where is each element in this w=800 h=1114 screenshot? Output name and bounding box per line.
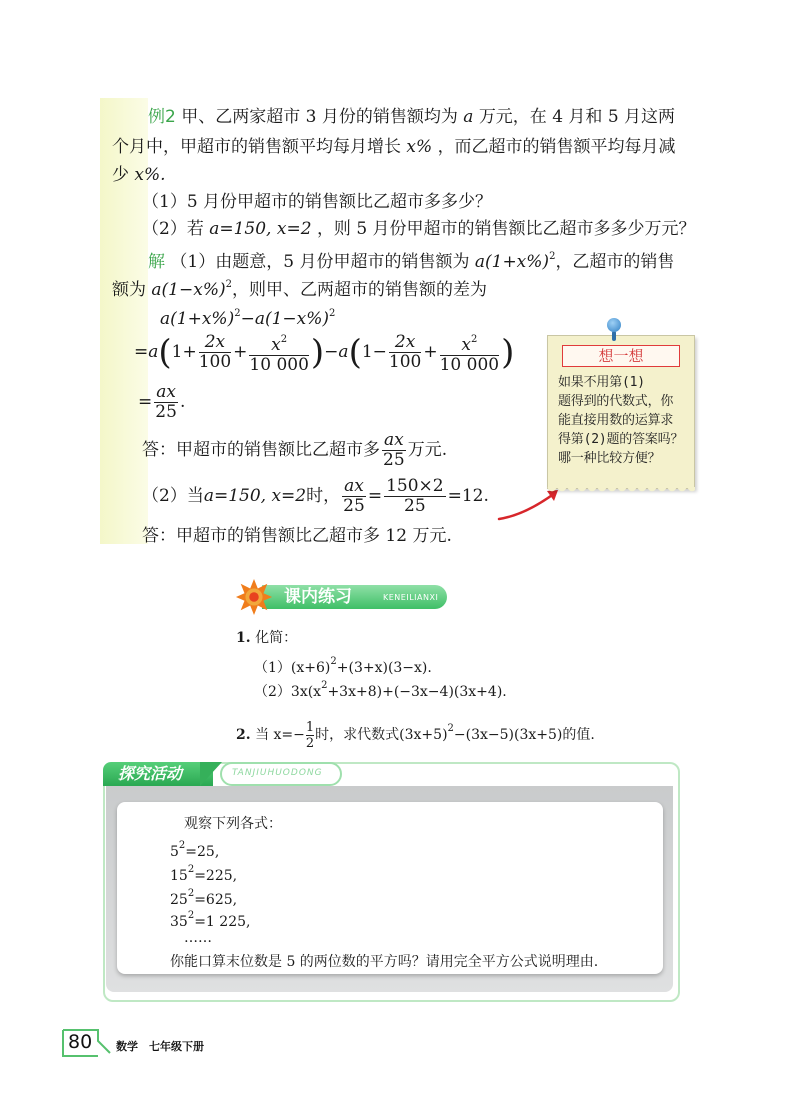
practice-q1 xyxy=(236,628,297,648)
solution-expr-1: a(1+x%) xyxy=(474,252,550,272)
practice-q2-end: −(3x−5)(3x+5)的值. xyxy=(453,727,595,743)
plus-sign: + xyxy=(233,342,248,362)
equation-line-3 xyxy=(138,382,185,422)
eq2-prefix: =a xyxy=(134,342,159,362)
base: 35 xyxy=(170,914,188,930)
solution-text-1-end: ，乙超市的销售 xyxy=(555,252,675,272)
practice-q2-pre: 当 x=− xyxy=(255,727,305,743)
solution-label: 解 xyxy=(148,252,165,272)
starburst-icon xyxy=(235,578,273,616)
solution-line-1 xyxy=(148,245,674,274)
practice-q2-num: 2. xyxy=(236,727,251,743)
paren-open: ( xyxy=(348,332,362,373)
answer-1 xyxy=(142,430,447,470)
question-2 xyxy=(142,217,696,241)
practice-q2 xyxy=(236,712,595,752)
sup-2: 2 xyxy=(470,334,478,345)
minus-a: −a xyxy=(324,342,349,362)
result: =1 225, xyxy=(194,914,251,930)
frac-den: 10 000 xyxy=(439,355,500,375)
frac-num xyxy=(249,330,308,356)
practice-q1a-text: （1）(x+6) xyxy=(254,660,331,676)
pushpin-icon xyxy=(607,318,621,332)
practice-q1b-text: （2）3x(x xyxy=(254,684,322,700)
example-text-2: 个月中，甲超市的销售额平均每月增长 xyxy=(112,137,401,157)
base: 5 xyxy=(170,844,179,860)
sup-2: 2 xyxy=(280,334,288,345)
example-text-1: 甲、乙两家超市 3 月份的销售额均为 xyxy=(181,107,458,127)
equation-line-1 xyxy=(160,302,335,331)
practice-q1-num: 1. xyxy=(236,630,251,646)
frac-num: ax xyxy=(384,430,404,450)
var-x-percent-end: x%. xyxy=(134,165,166,185)
solution-text-2: 额为 xyxy=(112,280,146,300)
practice-q2-mid: 时，求代数式(3x+5) xyxy=(315,727,448,743)
example-line-3 xyxy=(112,163,166,187)
plus-sign: + xyxy=(423,342,438,362)
frac-ax-25 xyxy=(382,431,406,470)
practice-q1b xyxy=(254,676,507,702)
eq2-one-plus: 1+ xyxy=(171,342,197,362)
sup-2: 2 xyxy=(330,656,337,667)
var-x-percent: x% xyxy=(406,137,433,157)
frac-num: ax xyxy=(344,476,364,496)
example-label: 例2 xyxy=(148,107,176,127)
example-text-2-end: ，而乙超市的销售额平均每月减 xyxy=(437,137,676,157)
think-note-line-5: 哪一种比较方便？ xyxy=(558,451,661,466)
paren-close: ) xyxy=(501,332,515,373)
practice-q1b-end: +3x+8)+(−3x−4)(3x+4). xyxy=(327,684,507,700)
result: =225, xyxy=(194,868,238,884)
result: =12. xyxy=(447,486,489,506)
explore-intro: 观察下列各式： xyxy=(184,816,282,832)
paren-close: ) xyxy=(310,332,325,373)
eq3-prefix: = xyxy=(138,392,153,412)
period: . xyxy=(179,392,186,412)
think-note-line-1: 如果不用第(1) xyxy=(558,375,645,390)
base: 25 xyxy=(170,892,188,908)
result: =25, xyxy=(185,844,220,860)
question-2-vars: a=150, x=2 xyxy=(209,219,312,239)
practice-q1a xyxy=(254,652,432,678)
sup-2: 2 xyxy=(234,308,241,319)
solution-line-2 xyxy=(112,273,487,302)
var-a: a xyxy=(463,107,474,127)
base: 15 xyxy=(170,868,188,884)
frac-den: 25 xyxy=(343,496,365,516)
eq1-term-a: a(1+x%) xyxy=(160,309,235,329)
frac-den: 10 000 xyxy=(249,355,309,375)
frac-ax-25 xyxy=(342,477,366,516)
frac-den: 2 xyxy=(305,735,315,751)
answer-1-pre: 答：甲超市的销售额比乙超市多 xyxy=(142,440,380,460)
sup-2: 2 xyxy=(329,308,336,319)
explore-question: 你能口算末位数是 5 的两位数的平方吗？请用完全平方公式说明理由. xyxy=(170,954,599,970)
eq2-one-minus: 1− xyxy=(361,342,387,362)
paren-open: ( xyxy=(158,332,172,373)
frac-150x2-25 xyxy=(384,477,446,516)
sup-2: 2 xyxy=(549,251,556,262)
practice-q1a-end: +(3+x)(3−x). xyxy=(336,660,432,676)
sup-2: 2 xyxy=(187,864,195,875)
answer-1-post: 万元. xyxy=(407,440,448,460)
s3-pre: （2）当 xyxy=(142,486,204,506)
result: =625, xyxy=(194,892,238,908)
s3-mid: 时， xyxy=(306,486,341,506)
explore-pill-text: TANJIUHUODONG xyxy=(232,768,323,778)
practice-subtitle: KENEILIANXI xyxy=(383,593,439,602)
sup-2: 2 xyxy=(321,680,328,691)
frac-num: 1 xyxy=(305,719,315,735)
explore-ellipsis: …… xyxy=(184,930,212,946)
solution-text-1: （1）由题意，5 月份甲超市的销售额为 xyxy=(170,252,470,272)
think-note-line-3: 能直接用数的运算求 xyxy=(558,413,674,428)
var-x: x xyxy=(461,335,471,355)
equation-line-2 xyxy=(134,330,514,376)
frac-num: 150×2 xyxy=(386,476,444,496)
explore-line-1 xyxy=(170,836,219,862)
solution-part-2 xyxy=(142,476,489,516)
frac-den: 100 xyxy=(388,352,422,372)
frac-2x-100 xyxy=(389,333,421,372)
practice-q1-label: 化简： xyxy=(255,630,298,646)
eq1-term-b: −a(1−x%) xyxy=(240,309,330,329)
frac-one-half xyxy=(306,720,314,751)
example-line-2 xyxy=(112,135,676,159)
solution-text-2-end: ，则甲、乙两超市的销售额的差为 xyxy=(231,280,487,300)
sup-2: 2 xyxy=(178,840,186,851)
frac-den: 25 xyxy=(404,496,426,516)
book-title: 数学 七年级下册 xyxy=(116,1040,204,1053)
think-note-title: 想一想 xyxy=(562,345,680,367)
question-1: （1）5 月份甲超市的销售额比乙超市多多少？ xyxy=(142,192,493,212)
pin-stem xyxy=(612,331,616,341)
frac-x2-10000 xyxy=(249,330,308,375)
explore-line-2 xyxy=(170,860,237,886)
frac-den: 25 xyxy=(155,402,177,422)
frac-num: ax xyxy=(156,382,176,402)
answer-2: 答：甲超市的销售额比乙超市多 12 万元. xyxy=(142,526,452,546)
explore-tab-slant xyxy=(200,762,222,786)
frac-ax-25 xyxy=(154,383,178,422)
sup-2: 2 xyxy=(187,888,195,899)
var-x: x xyxy=(271,335,281,355)
question-2-pre: （2）若 xyxy=(142,219,204,239)
think-note-line-2: 题得到的代数式，你 xyxy=(558,394,674,409)
frac-2x-100 xyxy=(199,333,231,372)
frac-num xyxy=(440,330,499,356)
example-text-1-end: 万元，在 4 月和 5 月这两 xyxy=(478,107,676,127)
think-note-line-4: 得第(2)题的答案吗？ xyxy=(558,432,684,447)
example-line-1 xyxy=(148,105,675,129)
sup-2: 2 xyxy=(447,723,454,734)
equals-sign: = xyxy=(367,486,383,506)
page-number: 80 xyxy=(68,1031,93,1053)
frac-x2-10000 xyxy=(440,330,499,375)
frac-den: 100 xyxy=(198,352,232,372)
practice-title: 课内练习 xyxy=(284,587,352,607)
question-2-end: ，则 5 月份甲超市的销售额比乙超市多多少万元？ xyxy=(316,219,696,239)
sup-2: 2 xyxy=(225,279,232,290)
explore-title: 探究活动 xyxy=(118,764,183,783)
frac-num: 2x xyxy=(389,333,421,353)
frac-den: 25 xyxy=(383,450,405,470)
example-text-3: 少 xyxy=(112,165,129,185)
solution-expr-2: a(1−x%) xyxy=(151,280,226,300)
s3-vars: a=150, x=2 xyxy=(203,486,307,506)
frac-num: 2x xyxy=(199,333,231,353)
sup-2: 2 xyxy=(187,910,195,921)
